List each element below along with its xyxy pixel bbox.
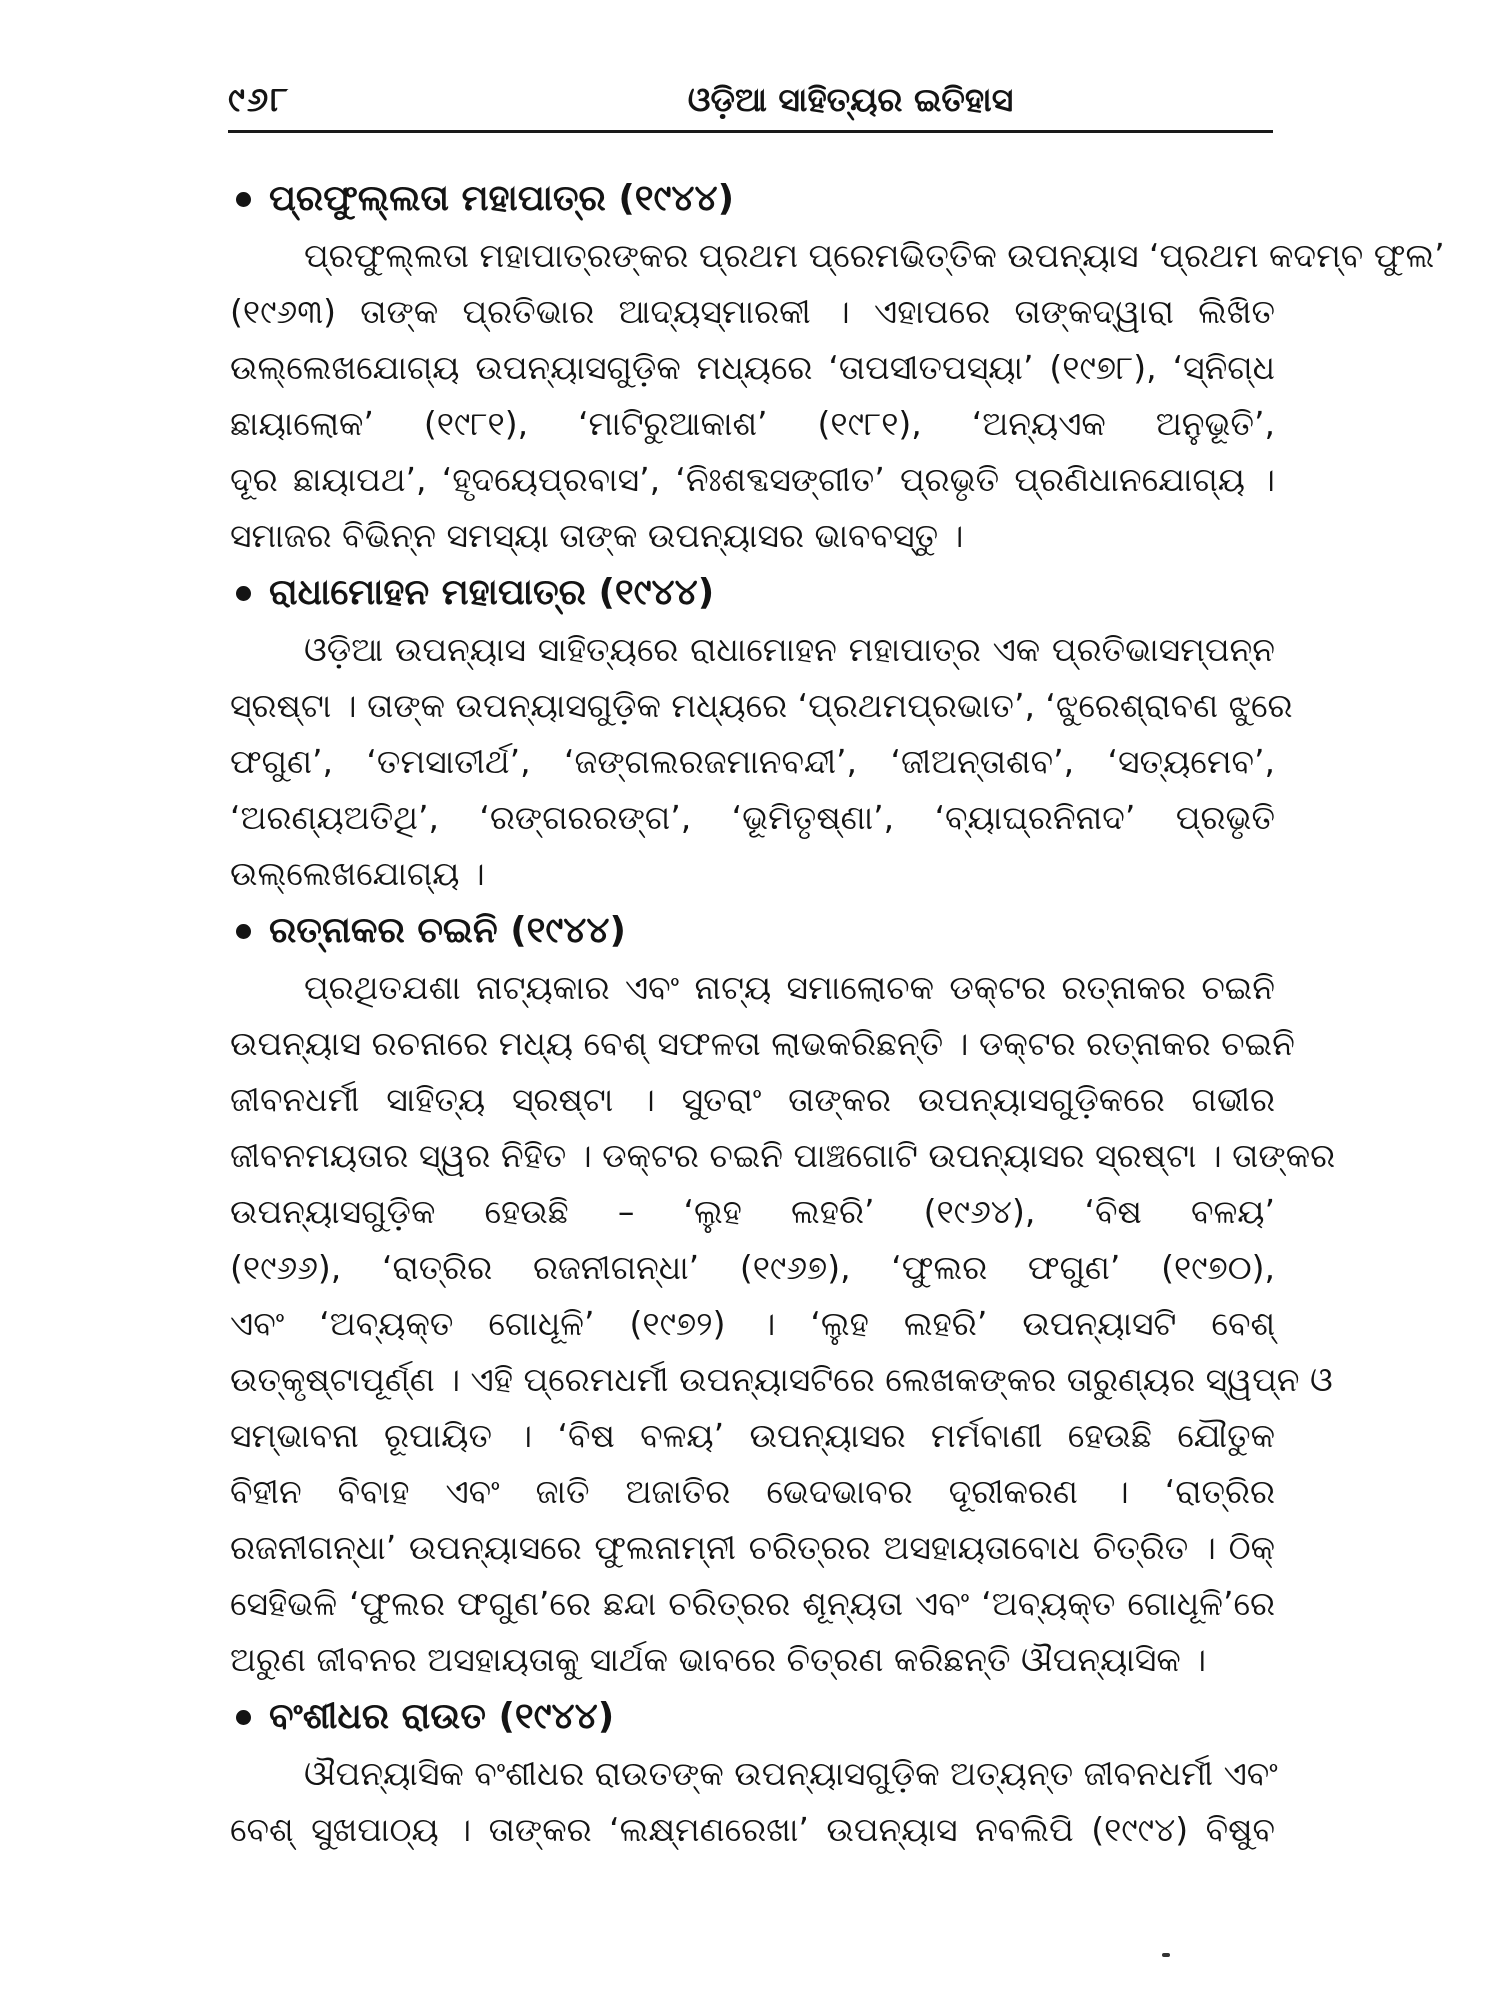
section-heading xyxy=(230,170,1275,228)
bullet-icon xyxy=(236,192,251,207)
paragraph-line: ଓଡ଼ିଆ ଉପନ୍ୟାସ ସାହିତ୍ୟରେ ରାଧାମୋହନ ମହାପାତ୍ର ଏକ ପ୍ରତିଭାସମ୍ପନ୍ନ xyxy=(304,630,1275,669)
running-head: ଓଡ଼ିଆ ସାହିତ୍ୟର ଇତିହାସ xyxy=(687,80,1014,119)
section-heading-text: ବଂଶୀଧର ରାଉତ (୧୯୪୪) xyxy=(269,1696,615,1737)
paragraph-line: ଔପନ୍ୟାସିକ ବଂଶୀଧର ରାଉତଙ୍କ ଉପନ୍ୟାସଗୁଡ଼ିକ ଅତ୍ୟନ୍ତ ଜୀବନଧର୍ମୀ ଏବଂ xyxy=(304,1754,1278,1793)
paragraph-line: ସ୍ରଷ୍ଟା । ତାଙ୍କ ଉପନ୍ୟାସଗୁଡ଼ିକ ମଧ୍ୟରେ ‘ପ୍ରଥମପ୍ରଭାତ’, ‘ଝୁରେଶ୍ରାବଣ ଝୁରେ xyxy=(230,686,1293,725)
paragraph-line: ଏବଂ ‘ଅବ୍ୟକ୍ତ ଗୋଧୂଳି’ (୧୯୭୨) । ‘ଲୁହ ଲହରି’ ଉପନ୍ୟାସଟି ବେଶ୍ xyxy=(230,1304,1275,1343)
paragraph-line: ଦୂର ଛାୟାପଥ’, ‘ହୃଦୟେପ୍ରବାସ’, ‘ନିଃଶବ୍ଦସଙ୍ଗୀତ’ ପ୍ରଭୃତି ପ୍ରଣିଧାନଯୋଗ୍ୟ । xyxy=(230,460,1275,499)
paragraph-line: ସମାଜର ବିଭିନ୍ନ ସମସ୍ୟା ତାଙ୍କ ଉପନ୍ୟାସର ଭାବବସ୍ତୁ । xyxy=(230,516,964,555)
section-prafullata-mahapatra xyxy=(230,170,1445,564)
paragraph-line: (୧୯୬୬), ‘ରାତ୍ରିର ରଜନୀଗନ୍ଧା’ (୧୯୬୭), ‘ଫୁଲର ଫଗୁଣ’ (୧୯୭୦), xyxy=(230,1248,1275,1287)
paragraph-line: ସମ୍ଭାବନା ରୂପାୟିତ । ‘ବିଷ ବଳୟ’ ଉପନ୍ୟାସର ମର୍ମବାଣୀ ହେଉଛି ଯୌତୁକ xyxy=(230,1416,1275,1455)
section-ratnakar-chaini xyxy=(230,902,1336,1688)
section-heading xyxy=(230,1688,1275,1746)
bullet-icon xyxy=(236,924,251,939)
paragraph-line: ‘ଅରଣ୍ୟଅତିଥି’, ‘ରଙ୍ଗରରଙ୍ଗ’, ‘ଭୂମିତୃଷ୍ଣା’, ‘ବ୍ୟାଘ୍ରନିନାଦ’ ପ୍ରଭୃତି xyxy=(230,798,1275,837)
paragraph-line: ଉଲ୍ଲେଖଯୋଗ୍ୟ । xyxy=(230,854,485,893)
paragraph-line: ଉପନ୍ୟାସଗୁଡ଼ିକ ହେଉଛି – ‘ଲୁହ ଲହରି’ (୧୯୬୪), ‘ବିଷ ବଳୟ’ xyxy=(230,1192,1275,1231)
paragraph-line: ବେଶ୍ ସୁଖପାଠ୍ୟ । ତାଙ୍କର ‘ଲକ୍ଷ୍ମଣରେଖା’ ଉପନ୍ୟାସ ନବଲିପି (୧୯୯୪) ବିଷୁବ xyxy=(230,1810,1275,1849)
section-radhamohan-mahapatra xyxy=(230,564,1293,902)
paragraph-line: ଜୀବନମୟତାର ସ୍ୱର ନିହିତ । ଡକ୍ଟର ଚଇନି ପାଞ୍ଚଗୋଟି ଉପନ୍ୟାସର ସ୍ରଷ୍ଟା । ତାଙ୍କର xyxy=(230,1136,1336,1175)
paragraph-line: ଅରୁଣ ଜୀବନର ଅସହାୟତାକୁ ସାର୍ଥକ ଭାବରେ ଚିତ୍ରଣ କରିଛନ୍ତି ଔପନ୍ୟାସିକ । xyxy=(230,1640,1207,1679)
paragraph-line: ଜୀବନଧର୍ମୀ ସାହିତ୍ୟ ସ୍ରଷ୍ଟା । ସୁତରାଂ ତାଙ୍କର ଉପନ୍ୟାସଗୁଡ଼ିକରେ ଗଭୀର xyxy=(230,1080,1275,1119)
paragraph-line: (୧୯୬୩) ତାଙ୍କ ପ୍ରତିଭାର ଆଦ୍ୟସ୍ମାରକୀ । ଏହାପରେ ତାଙ୍କଦ୍ୱାରା ଲିଖିତ xyxy=(230,292,1275,331)
paragraph-line: ପ୍ରଥିତଯଶା ନାଟ୍ୟକାର ଏବଂ ନାଟ୍ୟ ସମାଲୋଚକ ଡକ୍ଟର ରତ୍ନାକର ଚଇନି xyxy=(304,968,1275,1007)
page-header xyxy=(228,78,1273,133)
section-heading-text: ରାଧାମୋହନ ମହାପାତ୍ର (୧୯୪୪) xyxy=(269,572,715,613)
paragraph-line: ବିହୀନ ବିବାହ ଏବଂ ଜାତି ଅଜାତିର ଭେଦଭାବର ଦୂରୀକରଣ । ‘ରାତ୍ରିର xyxy=(230,1472,1275,1511)
paragraph-line: ଉତ୍କୃଷ୍ଟାପୂର୍ଣ୍ଣ । ଏହି ପ୍ରେମଧର୍ମୀ ଉପନ୍ୟାସଟିରେ ଲେଖକଙ୍କର ତାରୁଣ୍ୟର ସ୍ୱପ୍ନ ଓ xyxy=(230,1360,1333,1399)
section-heading xyxy=(230,902,1275,960)
section-banshidhar-raut xyxy=(230,1688,1278,1858)
section-heading xyxy=(230,564,1275,622)
section-heading-text: ପ୍ରଫୁଲ୍ଲତା ମହାପାତ୍ର (୧୯୪୪) xyxy=(269,178,735,219)
paragraph-line: ଛାୟାଲୋକ’ (୧୯୮୧), ‘ମାଟିରୁଆକାଶ’ (୧୯୮୧), ‘ଅନ୍ୟଏକ ଅନୁଭୂତି’, xyxy=(230,404,1275,443)
print-speck xyxy=(1162,1953,1170,1957)
paragraph-line: ରଜନୀଗନ୍ଧା’ ଉପନ୍ୟାସରେ ଫୁଲନାମ୍ନୀ ଚରିତ୍ରର ଅସହାୟତାବୋଧ ଚିତ୍ରିତ । ଠିକ୍ xyxy=(230,1528,1275,1567)
paragraph-line: ସେହିଭଳି ‘ଫୁଲର ଫଗୁଣ’ରେ ଛନ୍ଦା ଚରିତ୍ରର ଶୂନ୍ୟତା ଏବଂ ‘ଅବ୍ୟକ୍ତ ଗୋଧୂଳି’ରେ xyxy=(230,1584,1275,1623)
bullet-icon xyxy=(236,1710,251,1725)
paragraph-line: ଉପନ୍ୟାସ ରଚନାରେ ମଧ୍ୟ ବେଶ୍ ସଫଳତା ଲାଭକରିଛନ୍ତି । ଡକ୍ଟର ରତ୍ନାକର ଚଇନି xyxy=(230,1024,1295,1063)
section-heading-text: ରତ୍ନାକର ଚଇନି (୧୯୪୪) xyxy=(269,910,626,951)
bullet-icon xyxy=(236,586,251,601)
page-number: ୯୬୮ xyxy=(228,80,290,120)
paragraph-line: ଫଗୁଣ’, ‘ତମସାତୀର୍ଥ’, ‘ଜଙ୍ଗଲରଜମାନବନ୍ଦୀ’, ‘ଜୀଅନ୍ତାଶବ’, ‘ସତ୍ୟମେବ’, xyxy=(230,742,1275,781)
paragraph-line: ପ୍ରଫୁଲ୍ଲତା ମହାପାତ୍ରଙ୍କର ପ୍ରଥମ ପ୍ରେମଭିତ୍ତିକ ଉପନ୍ୟାସ ‘ପ୍ରଥମ କଦମ୍ବ ଫୁଲ’ xyxy=(304,236,1445,275)
page-body xyxy=(230,170,1445,1858)
paragraph-line: ଉଲ୍ଲେଖଯୋଗ୍ୟ ଉପନ୍ୟାସଗୁଡ଼ିକ ମଧ୍ୟରେ ‘ତାପସୀତପସ୍ୟା’ (୧୯୭୮), ‘ସ୍ନିଗ୍ଧ xyxy=(230,348,1275,387)
